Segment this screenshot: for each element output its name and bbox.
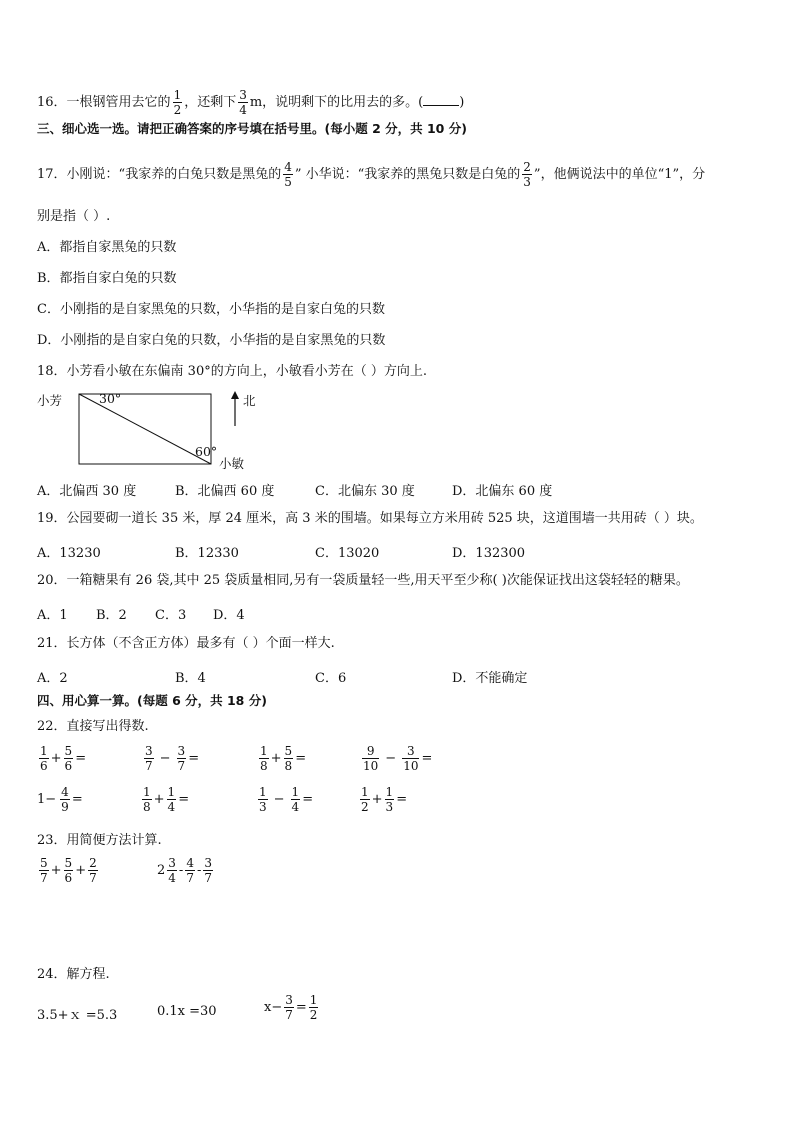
question-18: 18．小芳看小敏在东偏南 30°的方向上，小敏看小芳在（ ）方向上. bbox=[37, 364, 427, 379]
label-xiaofang: 小芳 bbox=[37, 393, 63, 408]
question-23: 23．用简便方法计算. bbox=[37, 833, 162, 848]
q18-option-c[interactable]: C．北偏东 30 度 bbox=[315, 484, 415, 499]
q17-option-b[interactable]: B．都指自家白兔的只数 bbox=[37, 271, 177, 286]
q22-r2-e4: $\frac{1}{2}$ + $\frac{1}{3}$ = bbox=[361, 785, 408, 814]
angle-60-label: 60° bbox=[195, 444, 218, 459]
label-north: 北 bbox=[243, 393, 256, 408]
question-22: 22．直接写出得数. bbox=[37, 719, 149, 734]
section-3-heading: 三、细心选一选。请把正确答案的序号填在括号里。(每小题 2 分，共 10 分) bbox=[37, 121, 467, 136]
section-4-heading: 四、用心算一算。(每题 6 分，共 18 分) bbox=[37, 693, 267, 708]
q21-option-c[interactable]: C．6 bbox=[315, 671, 347, 686]
q17-option-d[interactable]: D．小刚指的是自家白兔的只数，小华指的是自家黑兔的只数 bbox=[37, 333, 386, 348]
q16-text-d: ) bbox=[459, 95, 465, 110]
q21-option-d[interactable]: D．不能确定 bbox=[452, 671, 528, 686]
q20-option-c[interactable]: C．3 bbox=[155, 608, 187, 623]
q23-expression-1: $\frac{5}{7}$ + $\frac{5}{6}$ + $\frac{2}{7}$ bbox=[40, 856, 97, 885]
q19-option-a[interactable]: A．13230 bbox=[37, 546, 101, 561]
question-21: 21．长方体（不含正方体）最多有（ ）个面一样大. bbox=[37, 636, 335, 651]
q17-text-c: ”，他俩说法中的单位“1”，分 bbox=[533, 167, 706, 182]
q16-text-c: m，说明剩下的比用去的多。( bbox=[249, 95, 424, 110]
question-20: 20．一箱糖果有 26 袋,其中 25 袋质量相同,另有一袋质量轻一些,用天平至少称( )次能保证找出这袋轻轻的糖果。 bbox=[37, 573, 689, 588]
q19-option-d[interactable]: D．132300 bbox=[452, 546, 526, 561]
q24-equation-1: 3.5+ｘ =5.3 bbox=[37, 1008, 118, 1023]
question-24: 24．解方程. bbox=[37, 967, 110, 982]
q17-option-a[interactable]: A．都指自家黑兔的只数 bbox=[37, 240, 177, 255]
question-16 bbox=[37, 88, 464, 117]
q23-expression-2: 2 $\frac{3}{4}$ - $\frac{4}{7}$ - $\frac{3}{7}$ bbox=[157, 856, 213, 885]
q22-r2-e2: $\frac{1}{8}$ + $\frac{1}{4}$ = bbox=[143, 785, 190, 814]
q17-text-b: ” 小华说：“我家养的黑兔只数是白兔的 bbox=[294, 167, 521, 182]
angle-30-label: 30° bbox=[99, 391, 122, 406]
q17-option-c[interactable]: C．小刚指的是自家黑兔的只数，小华指的是自家白兔的只数 bbox=[37, 302, 385, 317]
q17-fraction-1: $\frac{4}{5}$ bbox=[284, 160, 292, 189]
q18-option-a[interactable]: A．北偏西 30 度 bbox=[37, 484, 137, 499]
q21-option-b[interactable]: B．4 bbox=[175, 671, 206, 686]
q20-option-b[interactable]: B．2 bbox=[96, 608, 127, 623]
q17-fraction-2: $\frac{2}{3}$ bbox=[523, 160, 531, 189]
q19-option-b[interactable]: B．12330 bbox=[175, 546, 239, 561]
q17-text-a: 17．小刚说：“我家养的白兔只数是黑兔的 bbox=[37, 167, 282, 182]
q16-text-b: ，还剩下 bbox=[184, 95, 237, 110]
q16-number: 16． bbox=[37, 95, 67, 110]
q22-r1-e4: $\frac{9}{10}$ − $\frac{3}{10}$ = bbox=[363, 744, 433, 773]
label-xiaomin: 小敏 bbox=[219, 456, 245, 471]
q16-fraction-2: $\frac{3}{4}$ bbox=[239, 88, 247, 117]
north-arrow-icon bbox=[231, 391, 239, 399]
q16-answer-blank[interactable] bbox=[423, 93, 459, 106]
q19-option-c[interactable]: C．13020 bbox=[315, 546, 380, 561]
q20-option-a[interactable]: A．1 bbox=[37, 608, 68, 623]
q17-line-2: 别是指（ ）. bbox=[37, 209, 111, 224]
q24-equation-2: 0.1x =30 bbox=[157, 1004, 217, 1019]
q22-r2-e3: $\frac{1}{3}$ − $\frac{1}{4}$ = bbox=[259, 785, 314, 814]
question-19: 19．公园要砌一道长 35 米，厚 24 厘米，高 3 米的围墙。如果每立方米用砖 525 块，这道围墙一共用砖（ ）块。 bbox=[37, 511, 703, 526]
q24-equation-3: x− $\frac{3}{7}$ = $\frac{1}{2}$ bbox=[264, 993, 318, 1022]
q22-r1-e3: $\frac{1}{8}$ + $\frac{5}{8}$ = bbox=[260, 744, 307, 773]
q22-r1-e2: $\frac{3}{7}$ − $\frac{3}{7}$ = bbox=[145, 744, 200, 773]
q18-option-d[interactable]: D．北偏东 60 度 bbox=[452, 484, 553, 499]
q22-r2-e1: 1− $\frac{4}{9}$ = bbox=[37, 785, 83, 814]
q18-option-b[interactable]: B．北偏西 60 度 bbox=[175, 484, 275, 499]
q18-diagram bbox=[37, 388, 267, 470]
question-17 bbox=[37, 160, 705, 189]
q20-option-d[interactable]: D．4 bbox=[213, 608, 245, 623]
q16-text-a: 一根钢管用去它的 bbox=[66, 95, 171, 110]
q22-r1-e1: $\frac{1}{6}$ + $\frac{5}{6}$ = bbox=[40, 744, 87, 773]
q16-fraction-1: $\frac{1}{2}$ bbox=[173, 88, 182, 117]
q21-option-a[interactable]: A．2 bbox=[37, 671, 68, 686]
